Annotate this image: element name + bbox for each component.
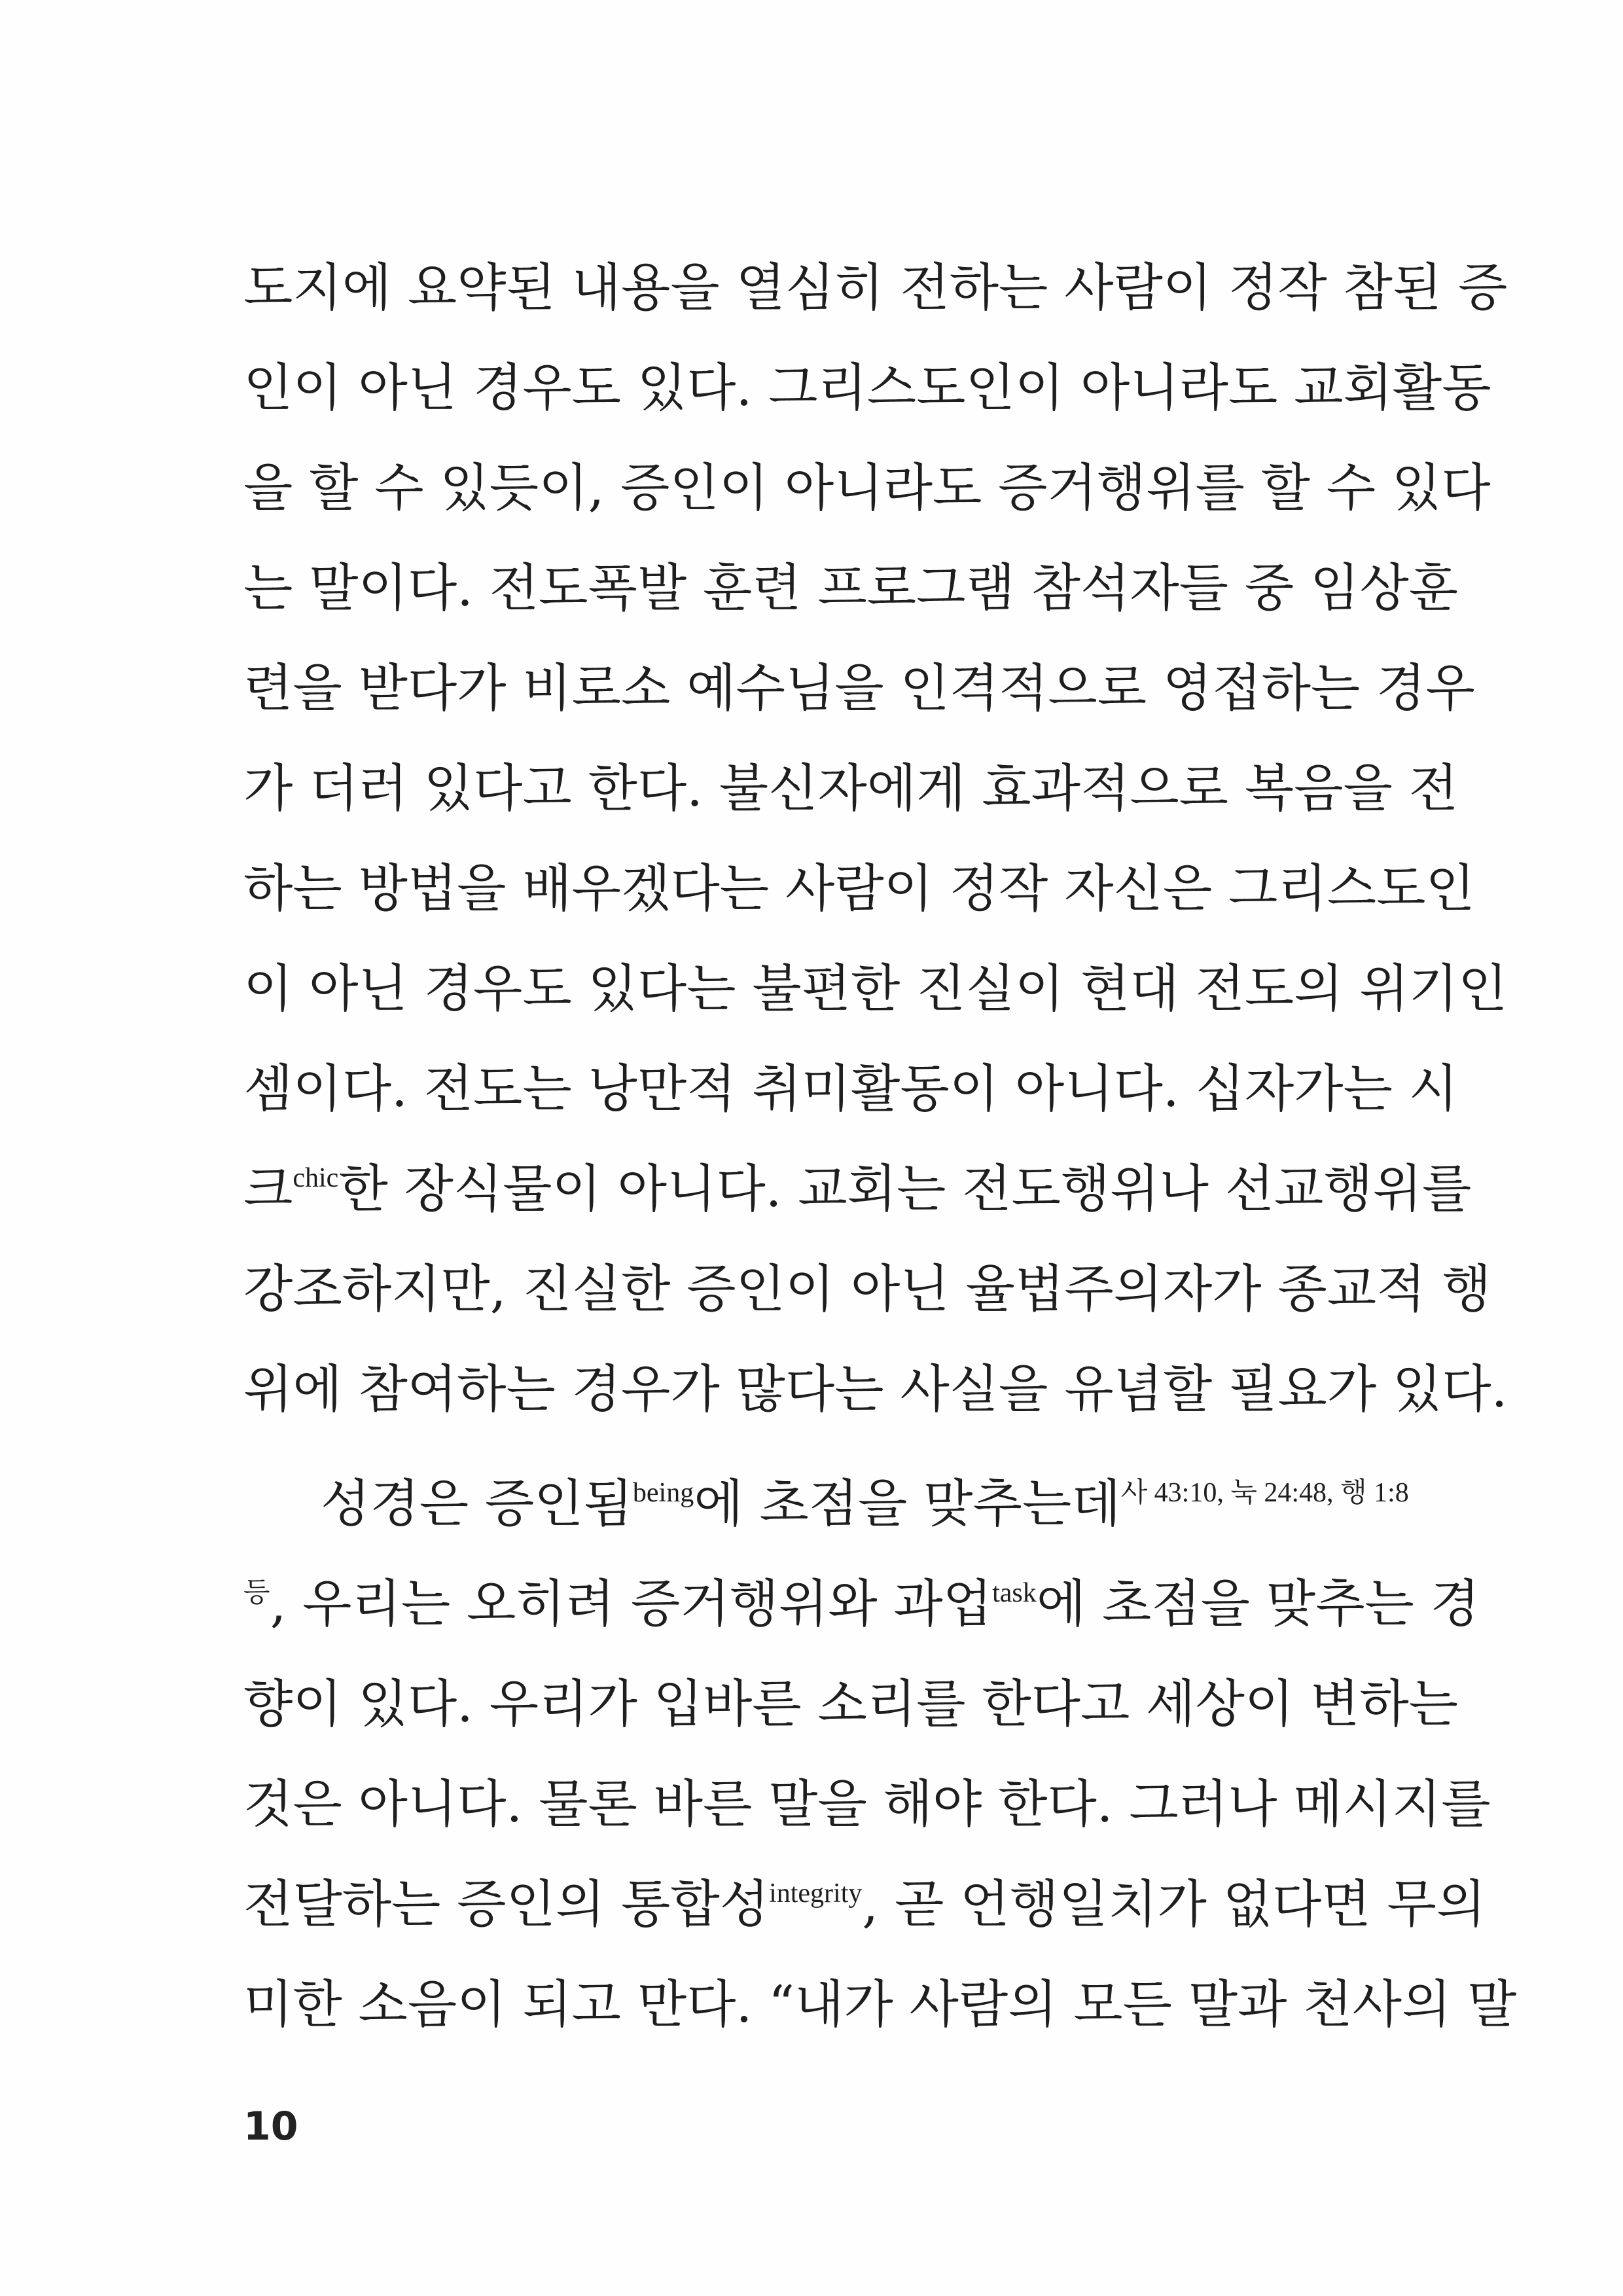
- gloss-superscript: being: [632, 1478, 694, 1508]
- text-line: 가 더러 있다고 한다. 불신자에게 효과적으로 복음을 전: [243, 759, 1459, 818]
- text-line: 도지에 요약된 내용을 열심히 전하는 사람이 정작 참된 증: [243, 259, 1508, 317]
- text-line: 강조하지만, 진실한 증인이 아닌 율법주의자가 종교적 행: [243, 1260, 1491, 1319]
- text-line: 위에 참여하는 경우가 많다는 사실을 유념할 필요가 있다.: [243, 1360, 1508, 1419]
- text-segment: 에 초점을 맞추는데: [694, 1475, 1121, 1534]
- text-line: 하는 방법을 배우겠다는 사람이 정작 자신은 그리스도인: [243, 859, 1475, 918]
- text-segment: , 곧 언행일치가 없다면 무의: [862, 1875, 1486, 1934]
- text-segment: 크: [243, 1160, 293, 1219]
- page-number: 10: [243, 2104, 298, 2149]
- text-line: 것은 아니다. 물론 바른 말을 해야 한다. 그러나 메시지를: [243, 1775, 1491, 1834]
- text-line: 인이 아닌 경우도 있다. 그리스도인이 아니라도 교회활동: [243, 359, 1491, 418]
- text-segment: 에 초점을 맞추는 경: [1036, 1575, 1480, 1634]
- text-segment: 성경은 증인됨: [321, 1475, 633, 1534]
- text-segment: 전달하는 증인의 통합성: [243, 1875, 770, 1934]
- gloss-superscript: task: [992, 1578, 1037, 1608]
- text-segment: 한 장식물이 아니다. 교회는 전도행위나 선교행위를: [338, 1160, 1472, 1219]
- text-line: 향이 있다. 우리가 입바른 소리를 한다고 세상이 변하는: [243, 1675, 1459, 1734]
- gloss-superscript: chic: [293, 1163, 339, 1193]
- text-line: 이 아닌 경우도 있다는 불편한 진실이 현대 전도의 위기인: [243, 960, 1508, 1018]
- text-line: 미한 소음이 되고 만다. “내가 사람의 모든 말과 천사의 말: [243, 1975, 1517, 2034]
- scripture-reference: 등: [243, 1578, 270, 1608]
- gloss-superscript: integrity: [769, 1878, 863, 1909]
- text-line: [243, 1865, 1486, 1944]
- text-line: [243, 1150, 1472, 1229]
- text-segment: , 우리는 오히려 증거행위와 과업: [270, 1575, 993, 1634]
- text-line: 는 말이다. 전도폭발 훈련 프로그램 참석자들 중 임상훈: [243, 559, 1459, 618]
- text-line: 련을 받다가 비로소 예수님을 인격적으로 영접하는 경우: [243, 659, 1475, 718]
- text-line: 셈이다. 전도는 낭만적 취미활동이 아니다. 십자가는 시: [243, 1060, 1459, 1119]
- text-line: [243, 1565, 1480, 1643]
- text-line: 을 할 수 있듯이, 증인이 아니라도 증거행위를 할 수 있다: [243, 459, 1491, 518]
- scripture-reference: 사 43:10, 눅 24:48, 행 1:8: [1120, 1478, 1409, 1508]
- text-line: [321, 1465, 1408, 1543]
